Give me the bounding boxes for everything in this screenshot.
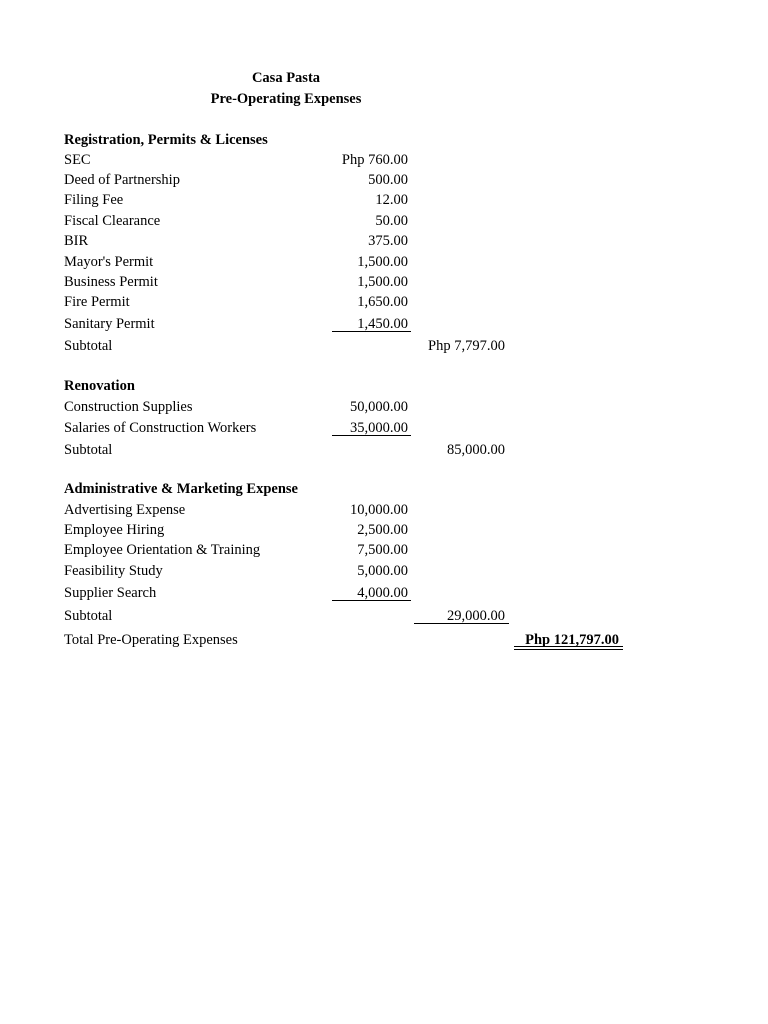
expense-label-construction-supplies: Construction Supplies [64, 399, 193, 415]
subtotal-amount-registration: Php 7,797.00 [428, 338, 505, 354]
expense-label-deed: Deed of Partnership [64, 172, 180, 188]
expense-label-bir: BIR [64, 233, 89, 249]
expense-label-orientation-training: Employee Orientation & Training [64, 542, 261, 558]
expense-label-mayors-permit: Mayor's Permit [64, 254, 154, 270]
expense-label-feasibility-study: Feasibility Study [64, 563, 163, 579]
expense-label-fire-permit: Fire Permit [64, 294, 130, 310]
section-heading-renovation: Renovation [64, 378, 135, 394]
expense-label-sanitary-permit: Sanitary Permit [64, 316, 155, 332]
total-label: Total Pre-Operating Expenses [64, 632, 238, 648]
underline-renovation-items [332, 435, 411, 436]
expense-amount-sec: Php 760.00 [341, 152, 408, 168]
expense-amount-supplier-search: 4,000.00 [357, 585, 408, 601]
expense-amount-construction-salaries: 35,000.00 [350, 420, 408, 436]
expense-amount-filing-fee: 12.00 [375, 192, 408, 208]
underline-admin-items [332, 600, 411, 601]
double-underline-total [514, 646, 623, 650]
subtotal-amount-admin: 29,000.00 [447, 608, 505, 624]
expense-label-employee-hiring: Employee Hiring [64, 522, 165, 538]
expense-amount-fire-permit: 1,650.00 [357, 294, 408, 310]
subtotal-label-registration: Subtotal [64, 338, 113, 354]
expense-amount-fiscal-clearance: 50.00 [375, 213, 408, 229]
subtotal-amount-renovation: 85,000.00 [447, 442, 505, 458]
expense-label-supplier-search: Supplier Search [64, 585, 157, 601]
expense-amount-sanitary-permit: 1,450.00 [357, 316, 408, 332]
expense-label-construction-salaries: Salaries of Construction Workers [64, 420, 257, 436]
underline-admin-subtotal [414, 623, 509, 624]
expense-label-business-permit: Business Permit [64, 274, 158, 290]
expense-amount-advertising: 10,000.00 [350, 502, 408, 518]
section-heading-admin: Administrative & Marketing Expense [64, 481, 298, 497]
expense-amount-orientation-training: 7,500.00 [357, 542, 408, 558]
subtotal-label-renovation: Subtotal [64, 442, 113, 458]
section-heading-registration: Registration, Permits & Licenses [64, 132, 268, 148]
expense-label-sec: SEC [64, 152, 91, 168]
expense-amount-bir: 375.00 [368, 233, 408, 249]
expense-amount-employee-hiring: 2,500.00 [357, 522, 408, 538]
company-name: Casa Pasta [251, 70, 321, 86]
expense-amount-feasibility-study: 5,000.00 [357, 563, 408, 579]
expense-label-fiscal-clearance: Fiscal Clearance [64, 213, 161, 229]
expense-label-advertising: Advertising Expense [64, 502, 186, 518]
expense-amount-construction-supplies: 50,000.00 [350, 399, 408, 415]
expense-amount-business-permit: 1,500.00 [357, 274, 408, 290]
underline-registration-items [332, 331, 411, 332]
total-amount: Php 121,797.00 [525, 632, 619, 648]
expense-amount-deed: 500.00 [368, 172, 408, 188]
subtotal-label-admin: Subtotal [64, 608, 113, 624]
expense-label-filing-fee: Filing Fee [64, 192, 124, 208]
report-title: Pre-Operating Expenses [210, 91, 362, 107]
expense-amount-mayors-permit: 1,500.00 [357, 254, 408, 270]
